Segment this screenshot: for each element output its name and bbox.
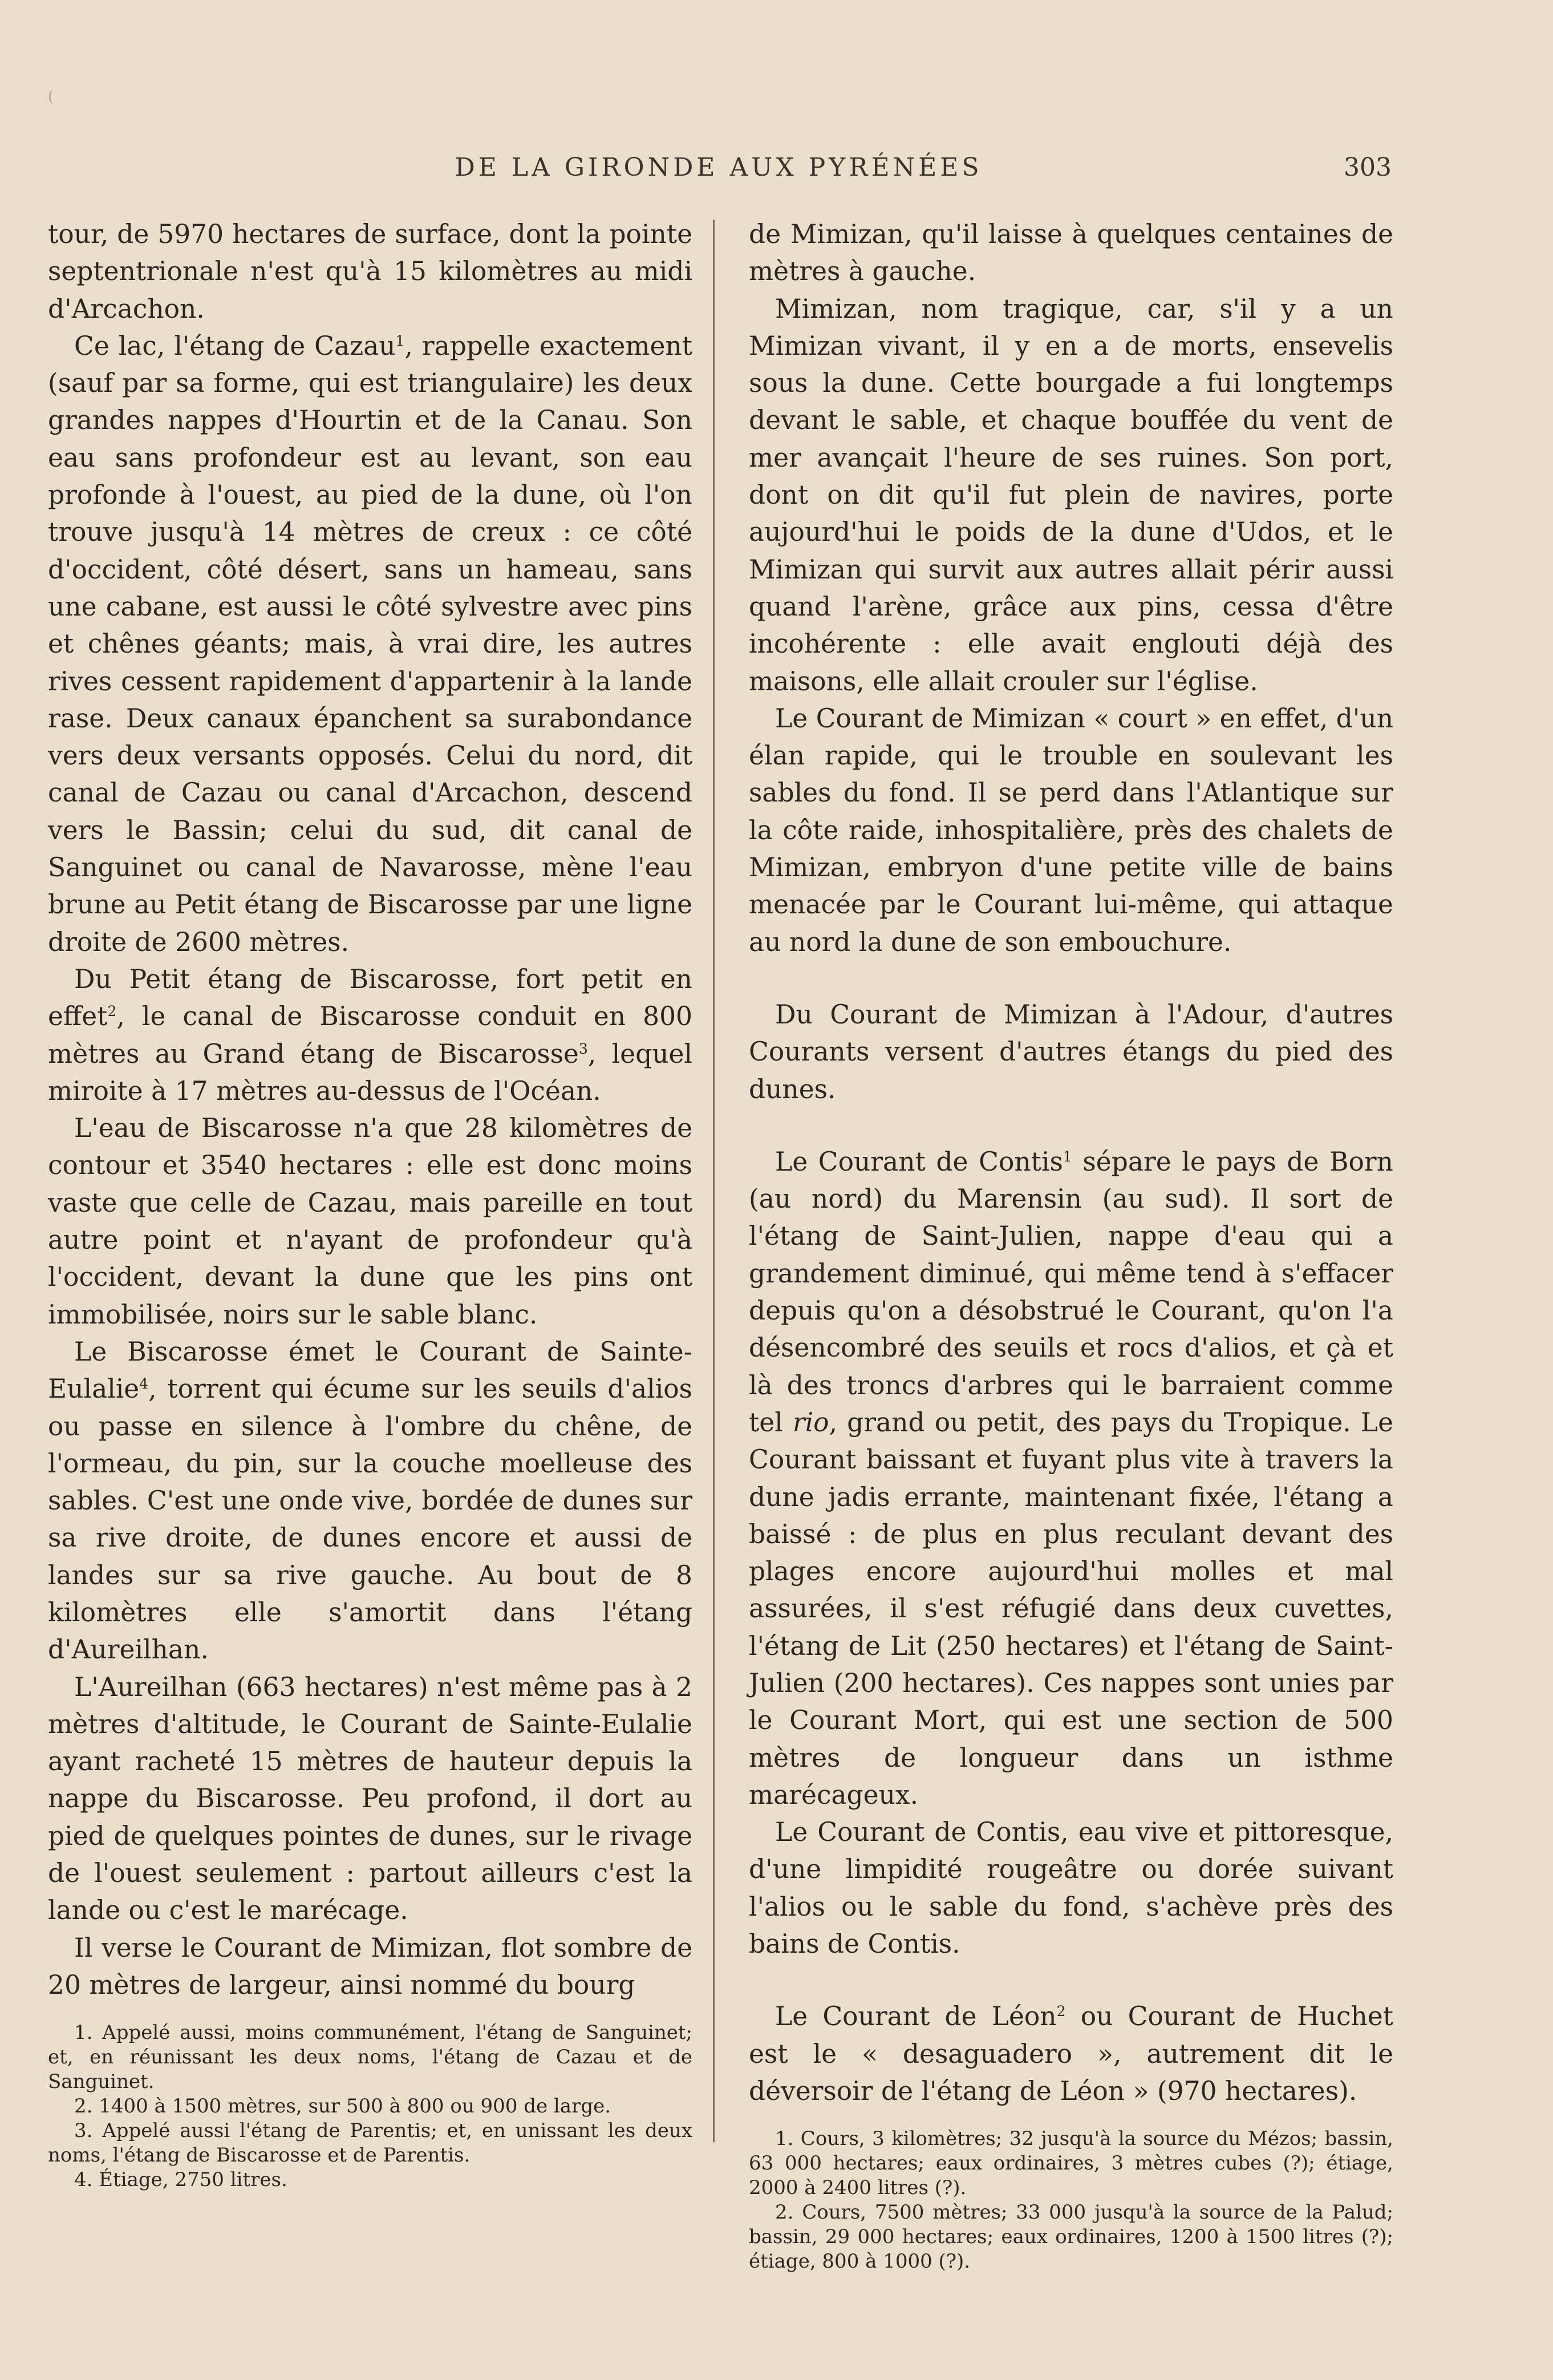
footnote-mark: 1 [395,332,405,349]
paragraph: Le Biscarosse émet le Courant de Sainte-Eulalie$^4$, torrent qui écume sur les seuils d'alios ou passe en silence à l'ombre du chêne, de l'ormeau, du pin, sur la couche moelleuse des sables. C'est une onde vive, bordée de dunes sur sa rive droite, de dunes encore et aussi de landes sur sa rive gauche. Au bout de 8 kilomètres elle s'amortit dans l'étang d'Aureilhan. [48,1336,692,1665]
paragraph: Du Courant de Mimizan à l'Adour, d'autres Courants versent d'autres étangs du pied des dunes. [749,999,1393,1104]
footnote: 3. Appelé aussi l'étang de Parentis; et, en unissant les deux noms, l'étang de Biscarosse et de Parentis. [48,2119,692,2167]
paragraph: Il verse le Courant de Mimizan, flot sombre de 20 mètres de largeur, ainsi nommé du bourg [48,1932,692,2000]
paragraph: L'eau de Biscarosse n'a que 28 kilomètres de contour et 3540 hectares : elle est donc moins vaste que celle de Cazau, mais pareille en tout autre point et n'ayant de profondeur qu'à l'occident, devant la dune que les pins ont immobilisée, noirs sur le sable blanc. [48,1113,692,1330]
paragraph: de Mimizan, qu'il laisse à quelques centaines de mètres à gauche. [749,219,1393,287]
footnote-mark: 1 [1063,1148,1072,1165]
paragraph: Le Courant de Contis$^1$ sépare le pays de Born (au nord) du Marensin (au sud). Il sort de l'étang de Saint-Julien, nappe d'eau qui a grandement diminué, qui même tend à s'effacer depuis qu'on a désobstrué le Courant, qu'on l'a désencombré des seuils et rocs d'alios, et çà et là des troncs d'arbres qui le barraient comme tel rio, grand ou petit, des pays du Tropique. Le Courant baissant et fuyant plus vite à travers la dune jadis errante, maintenant fixée, l'étang a baissé : de plus en plus reculant devant des plages encore aujourd'hui molles et mal assurées, il s'est réfugié dans deux cuvettes, l'étang de Lit (250 hectares) et l'étang de Saint-Julien (200 hectares). Ces nappes sont unies par le Courant Mort, qui est une section de 500 mètres de longueur dans un isthme marécageux. [749,1146,1393,1810]
paragraph: Le Courant de Contis, eau vive et pittoresque, d'une limpidité rougeâtre ou dorée suivant l'alios ou le sable du fond, s'achève près des bains de Contis. [749,1817,1393,1960]
paragraph: Du Petit étang de Biscarosse, fort petit en effet$^2$, le canal de Biscarosse conduit en 800 mètres au Grand étang de Biscarosse$^3$, lequel miroite à 17 mètres au-dessus de l'Océan. [48,964,692,1106]
footnote: 2. Cours, 7500 mètres; 33 000 jusqu'à la source de la Palud; bassin, 29 000 hectares; eaux ordinaires, 1200 à 1500 litres (?); étiage, 800 à 1000 (?). [749,2201,1393,2273]
footnote: 4. Étiage, 2750 litres. [74,2168,287,2192]
footnotes [48,2021,692,2192]
footnote: 1. Cours, 3 kilomètres; 32 jusqu'à la source du Mézos; bassin, 63 000 hectares; eaux ordinaires, 3 mètres cubes (?); étiage, 2000 à 2400 litres (?). [749,2127,1393,2200]
footnote: 1. Appelé aussi, moins communément, l'étang de Sanguinet; et, en réunissant les deux noms, l'étang de Cazau et de Sanguinet. [48,2021,692,2094]
paragraph: Ce lac, l'étang de Cazau$^1$, rappelle exactement (sauf par sa forme, qui est triangulaire) les deux grandes nappes d'Hourtin et de la Canau. Son eau sans profondeur est au levant, son eau profonde à l'ouest, au pied de la dune, où l'on trouve jusqu'à 14 mètres de creux : ce côté d'occident, côté désert, sans un hameau, sans une cabane, est aussi le côté sylvestre avec pins et chênes géants; mais, à vrai dire, les autres rives cessent rapidement d'appartenir à la lande rase. Deux canaux épanchent sa surabondance vers deux versants opposés. Celui du nord, dit canal de Cazau ou canal d'Arcachon, descend vers le Bassin; celui du sud, dit canal de Sanguinet ou canal de Navarosse, mène l'eau brune au Petit étang de Biscarosse par une ligne droite de 2600 mètres. [48,330,692,957]
footnote-mark: 3 [578,1040,588,1057]
italic-word: rio [792,1407,829,1438]
left-column [48,216,692,2192]
paragraph: tour, de 5970 hectares de surface, dont la pointe septentrionale n'est qu'à 15 kilomètres au midi d'Arcachon. [48,219,692,324]
paragraph: Mimizan, nom tragique, car, s'il y a un Mimizan vivant, il y en a de morts, ensevelis sous la dune. Cette bourgade a fui longtemps devant le sable, et chaque bouffée du vent de mer avançait l'heure de ses ruines. Son port, dont on dit qu'il fut plein de navires, porte aujourd'hui le poids de la dune d'Udos, et le Mimizan qui survit aux autres allait périr aussi quand l'arène, grâce aux pins, cessa d'être incohérente : elle avait englouti déjà des maisons, elle allait crouler sur l'église. [749,293,1393,697]
footnote: 2. 1400 à 1500 mètres, sur 500 à 800 ou 900 de large. [74,2095,611,2118]
paragraph: Le Courant de Léon$^2$ ou Courant de Huchet est le « desaguadero », autrement dit le déversoir de l'étang de Léon » (970 hectares). [749,2001,1393,2106]
page-number: 303 [1344,153,1392,182]
right-column [749,216,1393,2274]
page-speck [49,90,56,104]
running-title: DE LA GIRONDE AUX PYRÉNÉES [455,153,983,182]
paragraph: Le Courant de Mimizan « court » en effet, d'un élan rapide, qui le trouble en soulevant les sables du fond. Il se perd dans l'Atlantique sur la côte raide, inhospitalière, près des chalets de Mimizan, embryon d'une petite ville de bains menacée par le Courant lui-même, qui attaque au nord la dune de son embouchure. [749,703,1393,957]
page-header [46,153,1392,193]
footnote-mark: 4 [139,1375,149,1393]
footnotes [749,2127,1393,2274]
paragraph: L'Aureilhan (663 hectares) n'est même pas à 2 mètres d'altitude, le Courant de Sainte-Eulalie ayant racheté 15 mètres de hauteur depuis la nappe du Biscarosse. Peu profond, il dort au pied de quelques pointes de dunes, sur le rivage de l'ouest seulement : partout ailleurs c'est la lande ou c'est le marécage. [48,1671,692,1926]
column-divider [713,220,715,2142]
footnote-mark: 2 [107,1003,117,1020]
footnote-mark: 2 [1056,2003,1066,2020]
